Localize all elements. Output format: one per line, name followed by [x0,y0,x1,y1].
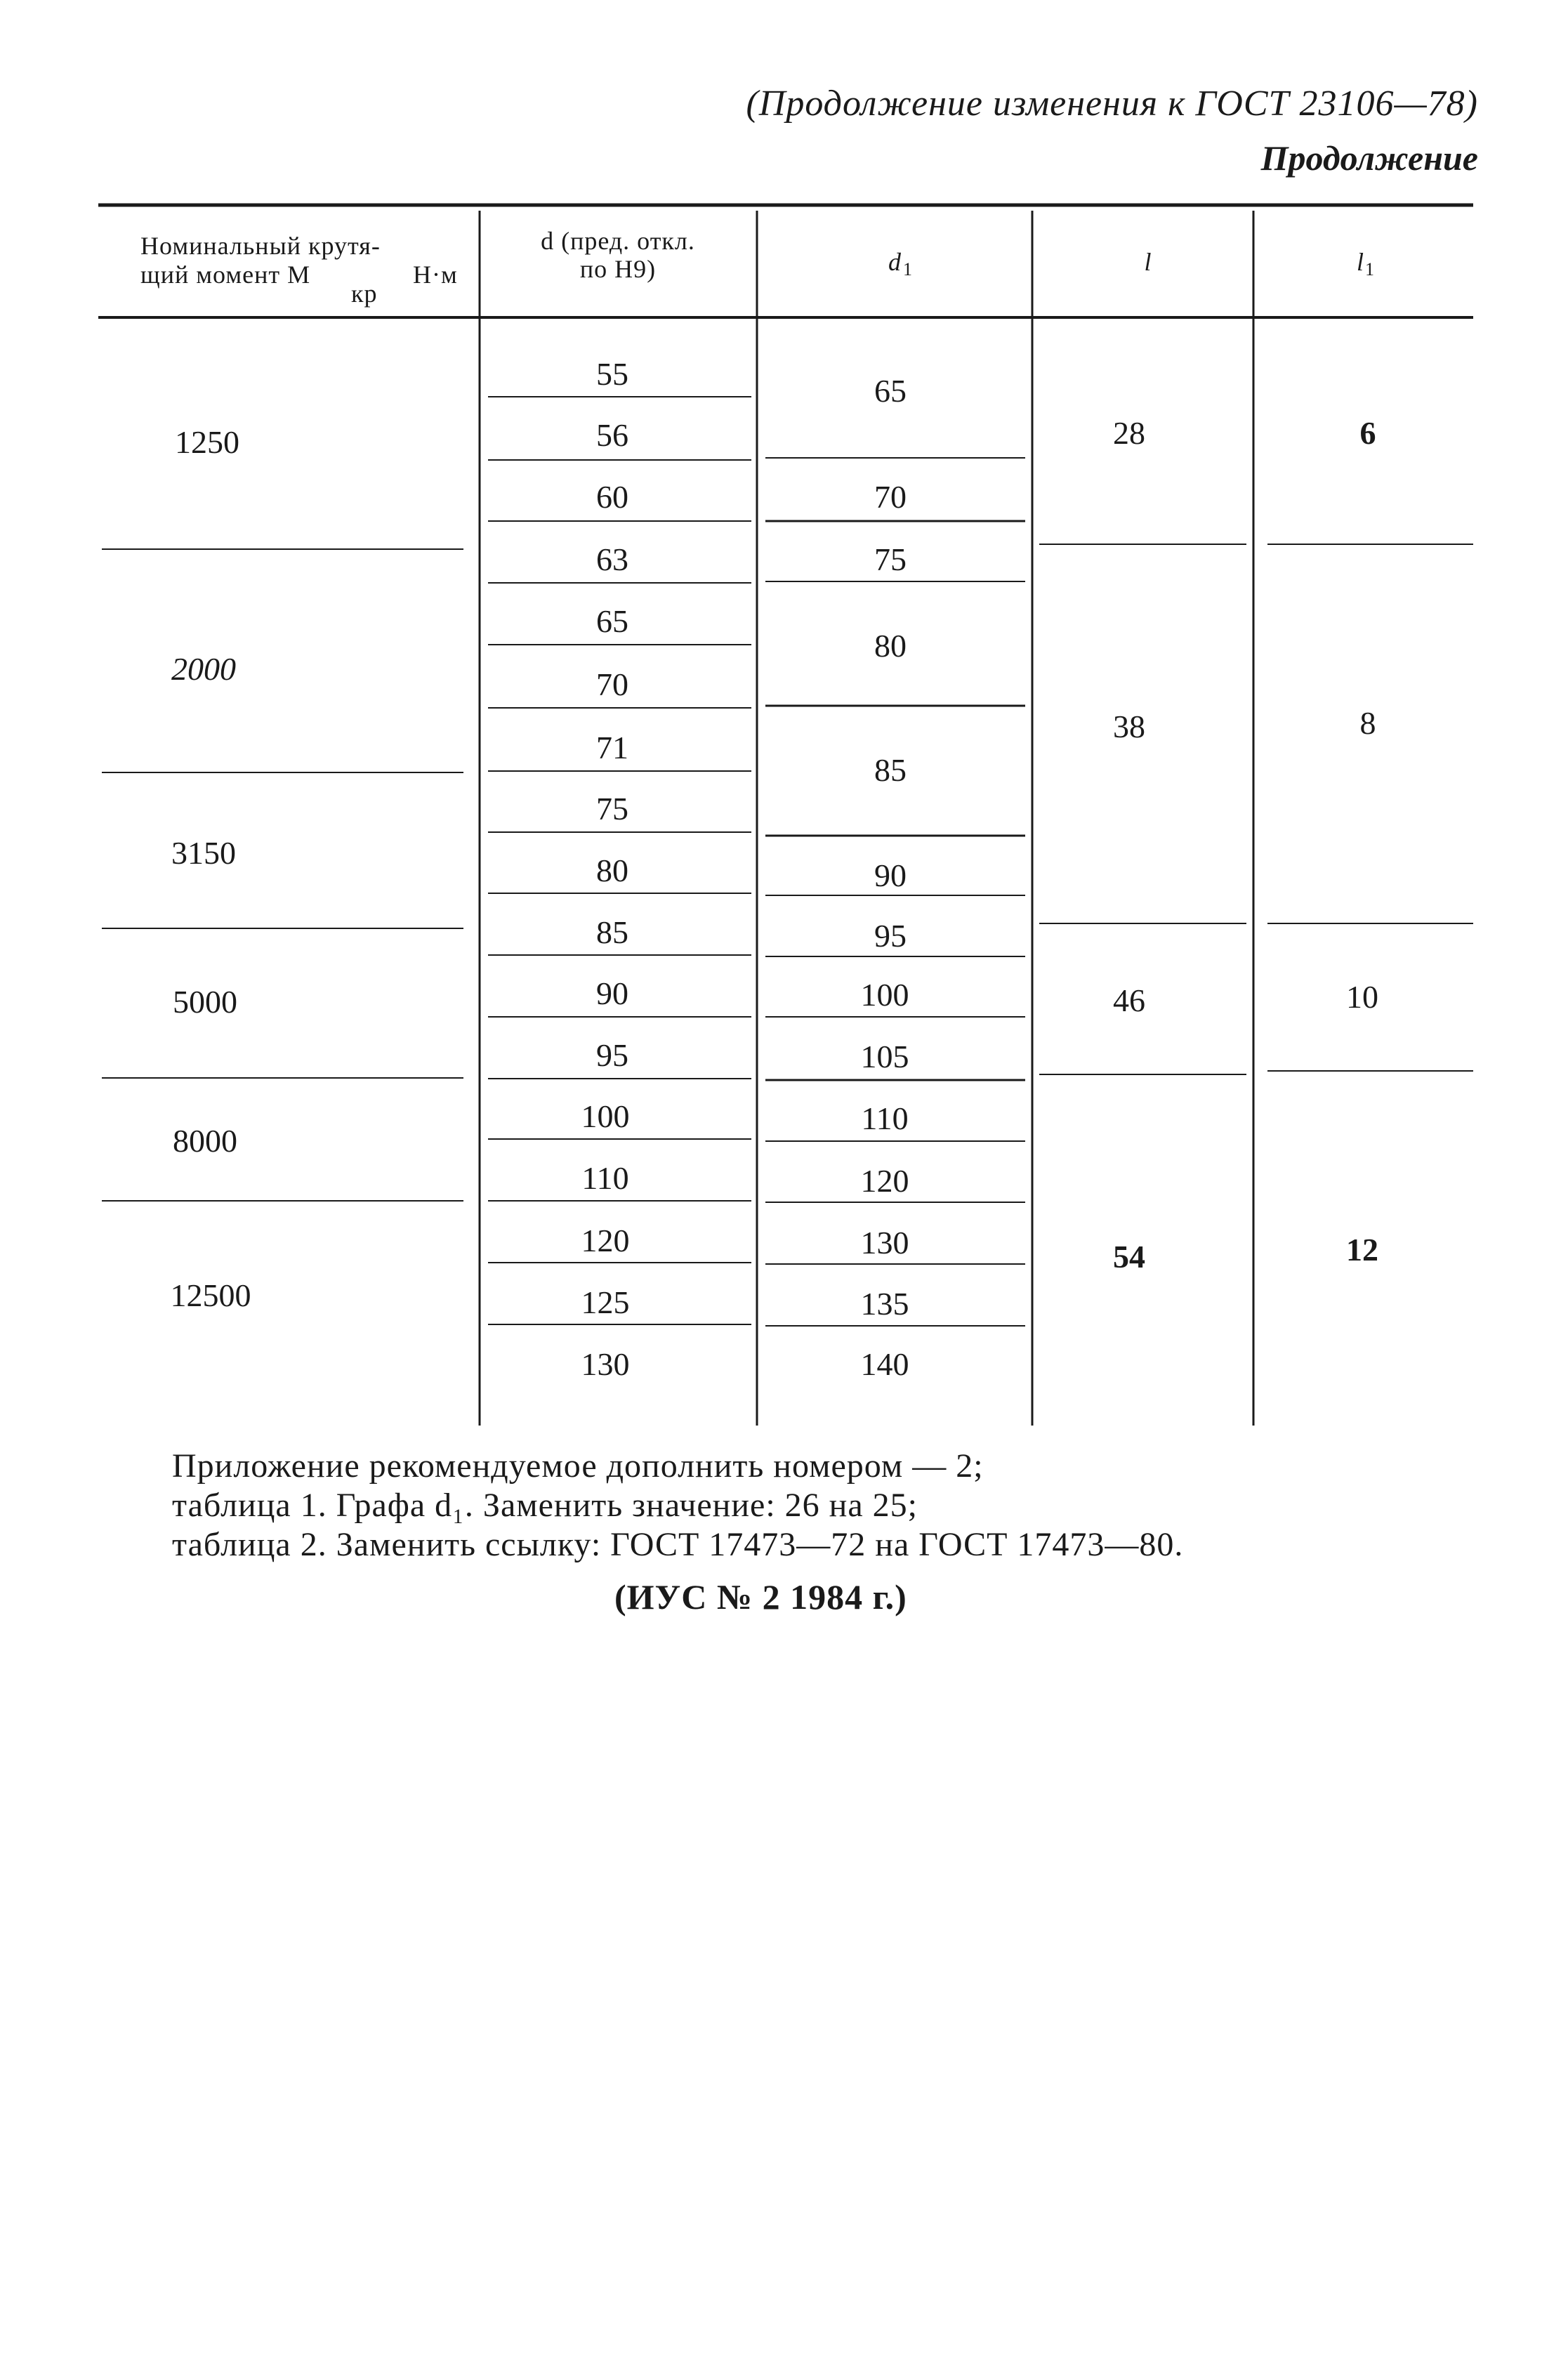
torque-value: 12500 [170,1277,251,1313]
torque-value: 2000 [171,651,236,687]
d-value: 70 [596,666,628,702]
note-line: Приложение рекомендуемое дополнить номером — 2; [172,1447,984,1485]
header-torque-unit: Н·м [413,261,458,289]
header-torque-line1: Номинальный крутя- [140,232,381,260]
note-line: таблица 1. Графа d₁. Заменить значение: 26 на 25; [172,1487,918,1524]
l-value: 54 [1113,1239,1145,1275]
l-value: 46 [1113,982,1145,1018]
d-value: 120 [581,1223,630,1258]
d-value: 63 [596,541,628,577]
d1-value: 100 [860,977,909,1013]
continuation-title: (Продолжение изменения к ГОСТ 23106—78) [746,84,1478,124]
d-value: 80 [596,853,628,888]
d1-value: 70 [874,479,907,515]
torque-value: 8000 [173,1123,237,1159]
d1-value: 120 [860,1163,909,1199]
d1-value: 110 [861,1100,909,1136]
note-line: таблица 2. Заменить ссылку: ГОСТ 17473—72 на ГОСТ 17473—80. [172,1526,1184,1563]
ius-reference: (ИУС № 2 1984 г.) [614,1577,907,1617]
d1-value: 140 [860,1346,909,1382]
torque-value: 1250 [175,424,239,460]
d1-value: 90 [874,857,907,893]
l1-value: 10 [1346,979,1378,1015]
d1-value: 135 [860,1286,909,1322]
table-rules [98,205,1473,1426]
d-value: 85 [596,914,628,950]
d-value: 95 [596,1037,628,1073]
header-l1: l [1357,248,1365,276]
l-value: 28 [1113,415,1145,451]
l-value: 38 [1113,709,1145,744]
d-value: 130 [581,1346,630,1382]
d-value: 55 [596,356,628,392]
d-value: 75 [596,791,628,827]
torque-value: 5000 [173,984,237,1020]
d-value: 56 [596,417,628,453]
d-value: 110 [581,1160,629,1196]
d-value: 65 [596,603,628,639]
header-l: l [1144,248,1152,276]
d-value: 100 [581,1098,630,1134]
continuation-label: Продолжение [1260,138,1478,178]
header-torque-line2: щий момент M [140,261,311,289]
d1-value: 80 [874,628,907,664]
l1-column [1346,415,1378,1268]
l1-value: 8 [1359,705,1376,741]
d1-value: 65 [874,373,907,409]
d1-column [861,373,909,1382]
d1-value: 105 [860,1039,909,1074]
torque-value: 3150 [171,835,236,871]
header-d-line2: по Н9) [579,255,657,283]
d-column [581,356,630,1382]
header-d-line1: d (пред. откл. [541,227,695,255]
header-d1-subscript: 1 [903,259,912,279]
header-torque-subscript: кр [351,279,378,308]
d1-value: 130 [860,1225,909,1261]
l1-value: 12 [1346,1232,1378,1268]
d-value: 71 [596,730,628,765]
d1-value: 95 [874,918,907,954]
header-d1: d [888,248,902,276]
d1-value: 85 [874,752,907,788]
d-value: 90 [596,975,628,1011]
d1-value: 75 [874,541,907,577]
d-value: 125 [581,1284,630,1320]
torque-column [171,424,251,1313]
header-l1-subscript: 1 [1365,259,1374,279]
l1-value: 6 [1359,415,1376,451]
d-value: 60 [596,479,628,515]
amendment-notes [172,1447,1183,1565]
